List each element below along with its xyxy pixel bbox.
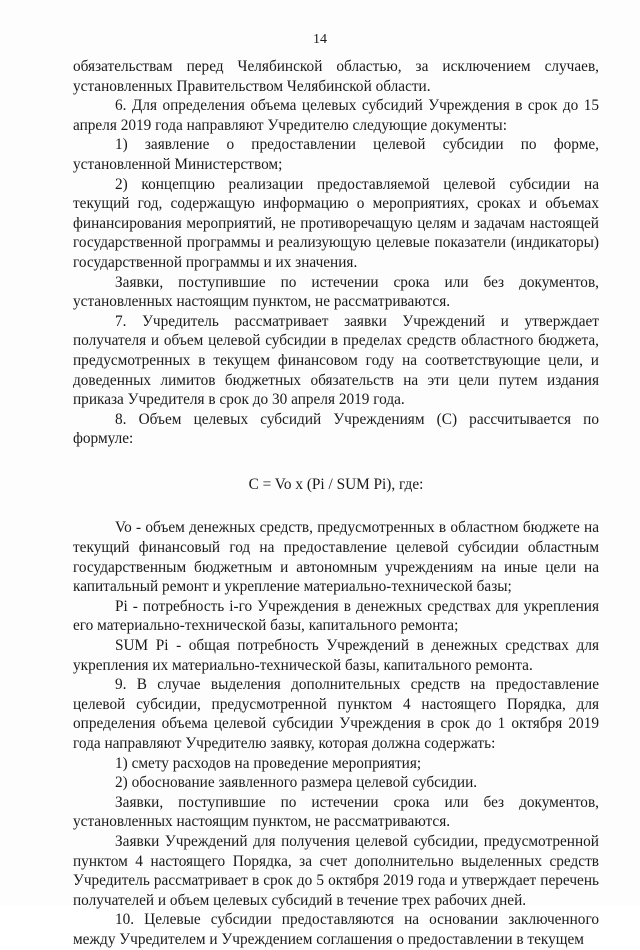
paragraph-additional-funds: Заявки Учреждений для получения целевой субсидии, предусмотренной пунктом 4 настоящего Порядка, за счет дополнительно выделенных средств Учредитель рассматривает в срок до 5 октября 2019 года и утверждает перечень получателей и объем целевых субсидий в течение трех рабочих дней. <box>73 832 599 909</box>
paragraph-item-8: 8. Объем целевых субсидий Учреждениям (С) рассчитывается по формуле: <box>73 410 599 448</box>
document-body <box>73 57 599 950</box>
paragraph-item-9: 9. В случае выделения дополнительных средств на предоставление целевой субсидии, предусмотренной пунктом 4 настоящего Порядка, для определения объема целевой субсидии Учреждения в срок до 1 октября 2019 года направляют Учредителю заявку, которая должна содержать: <box>73 676 599 752</box>
paragraph-subitem-1: 1) заявление о предоставлении целевой субсидии по форме, установленной Министерством; <box>73 136 599 173</box>
paragraph-subitem-2: 2) концепцию реализации предоставляемой целевой субсидии на текущий год, содержащую информацию о мероприятиях, сроках и объемах финансирования мероприятий, не противоречащую целям и задачам настоящей государственной программы и реализующую целевые показатели (индикаторы) государственной программы и их значения. <box>73 175 599 271</box>
paragraph-item-7: 7. Учредитель рассматривает заявки Учреждений и утверждает получателя и объем целевой субсидии в пределах средств областного бюджета, предусмотренных в текущем финансовом году на соответствующие цели, и доведенных лимитов бюджетных обязательств на эти цели путем издания приказа Учредителя в срок до 30 апреля 2019 года. <box>73 312 599 409</box>
paragraph-rejection-note: Заявки, поступившие по истечении срока или без документов, установленных настоящим пунктом, не рассматриваются. <box>73 273 599 311</box>
page-number: 14 <box>313 32 327 47</box>
paragraph-continuation: обязательствам перед Челябинской областью, за исключением случаев, установленных Правительством Челябинской области. <box>73 58 599 95</box>
paragraph-sum-pi-definition: SUM Pi - общая потребность Учреждений в денежных средствах для укрепления их материально-технической базы, капитального ремонта. <box>73 637 599 674</box>
paragraph-item-6: 6. Для определения объема целевых субсидий Учреждения в срок до 15 апреля 2019 года направляют Учредителю следующие документы: <box>73 97 599 134</box>
paragraph-item-9-subitem-2: 2) обоснование заявленного размера целевой субсидии. <box>115 774 478 792</box>
paragraph-item-9-subitem-1: 1) смету расходов на проведение мероприятия; <box>115 754 422 772</box>
paragraph-item-10: 10. Целевые субсидии предоставляются на основании заключенного между Учредителем и Учреждением соглашения о предоставлении в текущем <box>73 911 599 948</box>
paragraph-vo-definition: Vo - объем денежных средств, предусмотренных в областном бюджете на текущий финансовый год на предоставление целевой субсидии областным государственным бюджетным и автономным учреждениям на иные цели на капитальный ремонт и укрепление материально-технической базы; <box>73 519 599 596</box>
paragraph-pi-definition: Pi - потребность i-го Учреждения в денежных средствах для укрепления его материально-технической базы, капитального ремонта; <box>73 597 599 635</box>
formula: C = Vo x (Pi / SUM Pi), где: <box>248 475 424 493</box>
paragraph-rejection-note-2: Заявки, поступившие по истечении срока или без документов, установленных настоящим пунктом, не рассматриваются. <box>73 793 599 831</box>
